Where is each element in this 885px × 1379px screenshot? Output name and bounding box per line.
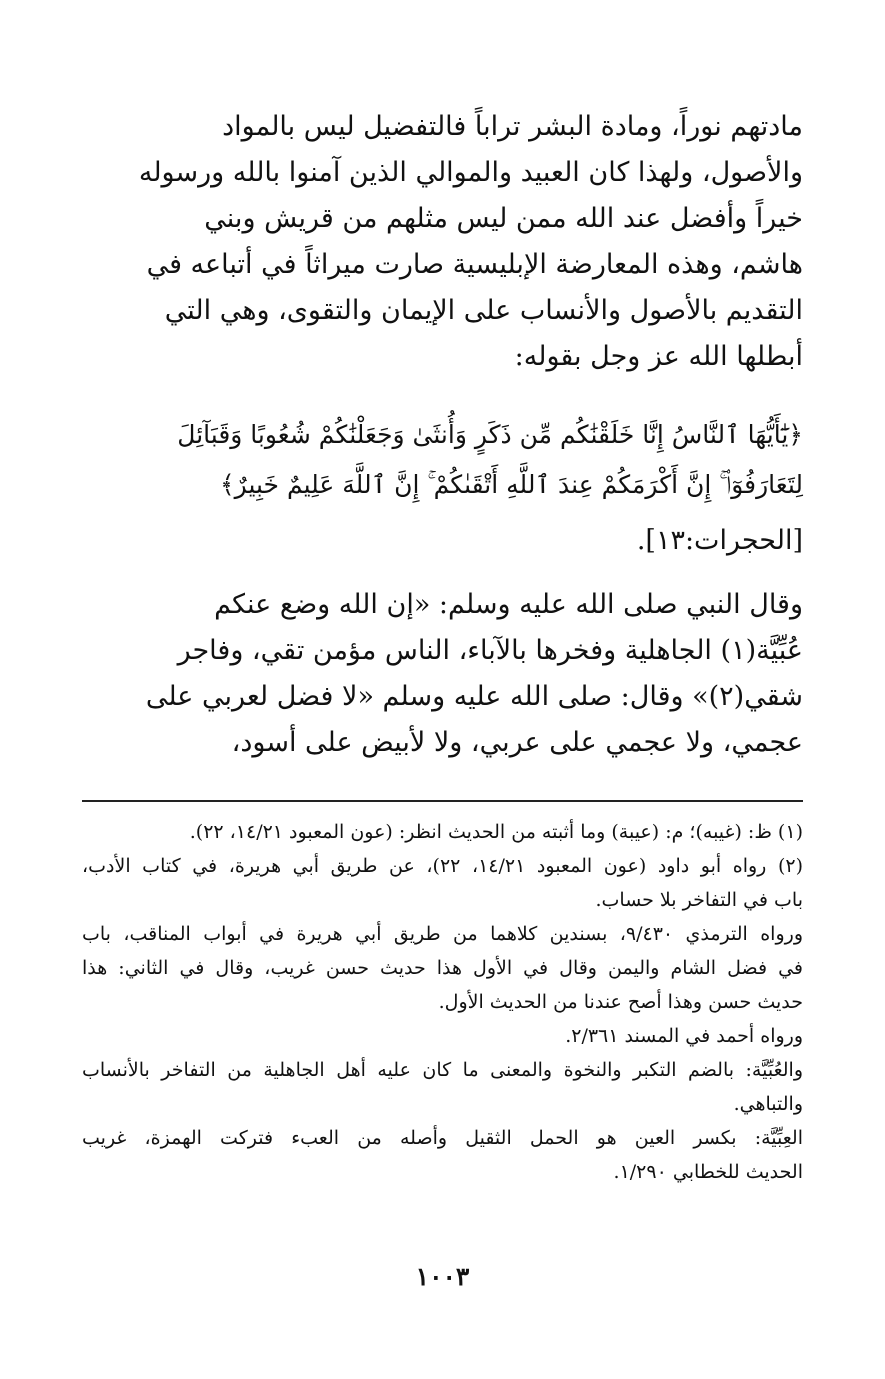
quran-line: لِتَعَارَفُوٓا۟ ۚ إِنَّ أَكْرَمَكُمْ عِندَ ٱللَّهِ أَتْقَىٰكُمْ ۚ إِنَّ ٱللَّهَ عَلِيمٌ خَبِيرٌ﴾ — [220, 470, 803, 499]
hadith-line: شقي(٢)» وقال: صلى الله عليه وسلم «لا فضل لعربي على — [145, 681, 803, 712]
footnote-line: والعُبِّيَّة: بالضم التكبر والنخوة والمعنى ما كان عليه أهل الجاهلية من التفاخر بالأنساب — [82, 1059, 803, 1081]
footnotes — [82, 815, 803, 1189]
footnote-line: ورواه أحمد في المسند ٢/٣٦١. — [565, 1025, 803, 1047]
hadith-paragraph — [145, 582, 803, 766]
quran-verse — [177, 410, 803, 510]
footnote-line: والتباهي. — [733, 1093, 803, 1115]
quran-line: ﴿يَٰٓأَيُّهَا ٱلنَّاسُ إِنَّا خَلَقْنَٰكُم مِّن ذَكَرٍ وَأُنثَىٰ وَجَعَلْنَٰكُمْ شُعُوبًا وَقَبَآئِلَ — [177, 420, 803, 449]
footnote-line: العِبِّيَّة: بكسر العين هو الحمل الثقيل وأصله من العبء فتركت الهمزة، غريب — [82, 1127, 803, 1149]
body-line: خيراً وأفضل عند الله ممن ليس مثلهم من قريش وبني — [204, 203, 803, 234]
footnote-line: (١) ظ: (غيبه)؛ م: (عيبة) وما أثبته من الحديث انظر: (عون المعبود ١٤/٢١، ٢٢). — [189, 821, 803, 843]
body-line: هاشم، وهذه المعارضة الإبليسية صارت ميراثاً في أتباعه في — [146, 249, 803, 280]
footnote-line: ورواه الترمذي ٩/٤٣٠، بسندين كلاهما من طريق أبي هريرة في أبواب المناقب، باب — [82, 923, 803, 945]
footnote-line: (٢) رواه أبو داود (عون المعبود ١٤/٢١، ٢٢)، عن طريق أبي هريرة، في كتاب الأدب، — [82, 855, 803, 877]
page-number: ١٠٠٣ — [415, 1262, 470, 1291]
body-line: مادتهم نوراً، ومادة البشر تراباً فالتفضيل ليس بالمواد — [222, 111, 803, 142]
footnote-divider — [82, 800, 803, 802]
footnote-line: الحديث للخطابي ١/٢٩٠. — [613, 1161, 803, 1183]
body-line: التقديم بالأصول والأنساب على الإيمان والتقوى، وهي التي — [164, 295, 803, 326]
hadith-line: عُبِّيَّة(١) الجاهلية وفخرها بالآباء، الناس مؤمن تقي، وفاجر — [177, 635, 803, 666]
hadith-line: وقال النبي صلى الله عليه وسلم: «إن الله وضع عنكم — [214, 589, 803, 620]
body-line: والأصول، ولهذا كان العبيد والموالي الذين آمنوا بالله ورسوله — [138, 157, 803, 188]
body-paragraph — [138, 104, 803, 380]
footnote-line: حديث حسن وهذا أصح عندنا من الحديث الأول. — [438, 991, 803, 1013]
footnote-line: باب في التفاخر بلا حساب. — [595, 889, 803, 911]
hadith-line: عجمي، ولا عجمي على عربي، ولا لأبيض على أسود، — [231, 727, 803, 758]
footnote-line: في فضل الشام واليمن وقال في الأول هذا حديث حسن غريب، وقال في الثاني: هذا — [82, 957, 803, 979]
body-line: أبطلها الله عز وجل بقوله: — [514, 341, 803, 372]
quran-reference: [الحجرات:١٣]. — [636, 525, 803, 556]
